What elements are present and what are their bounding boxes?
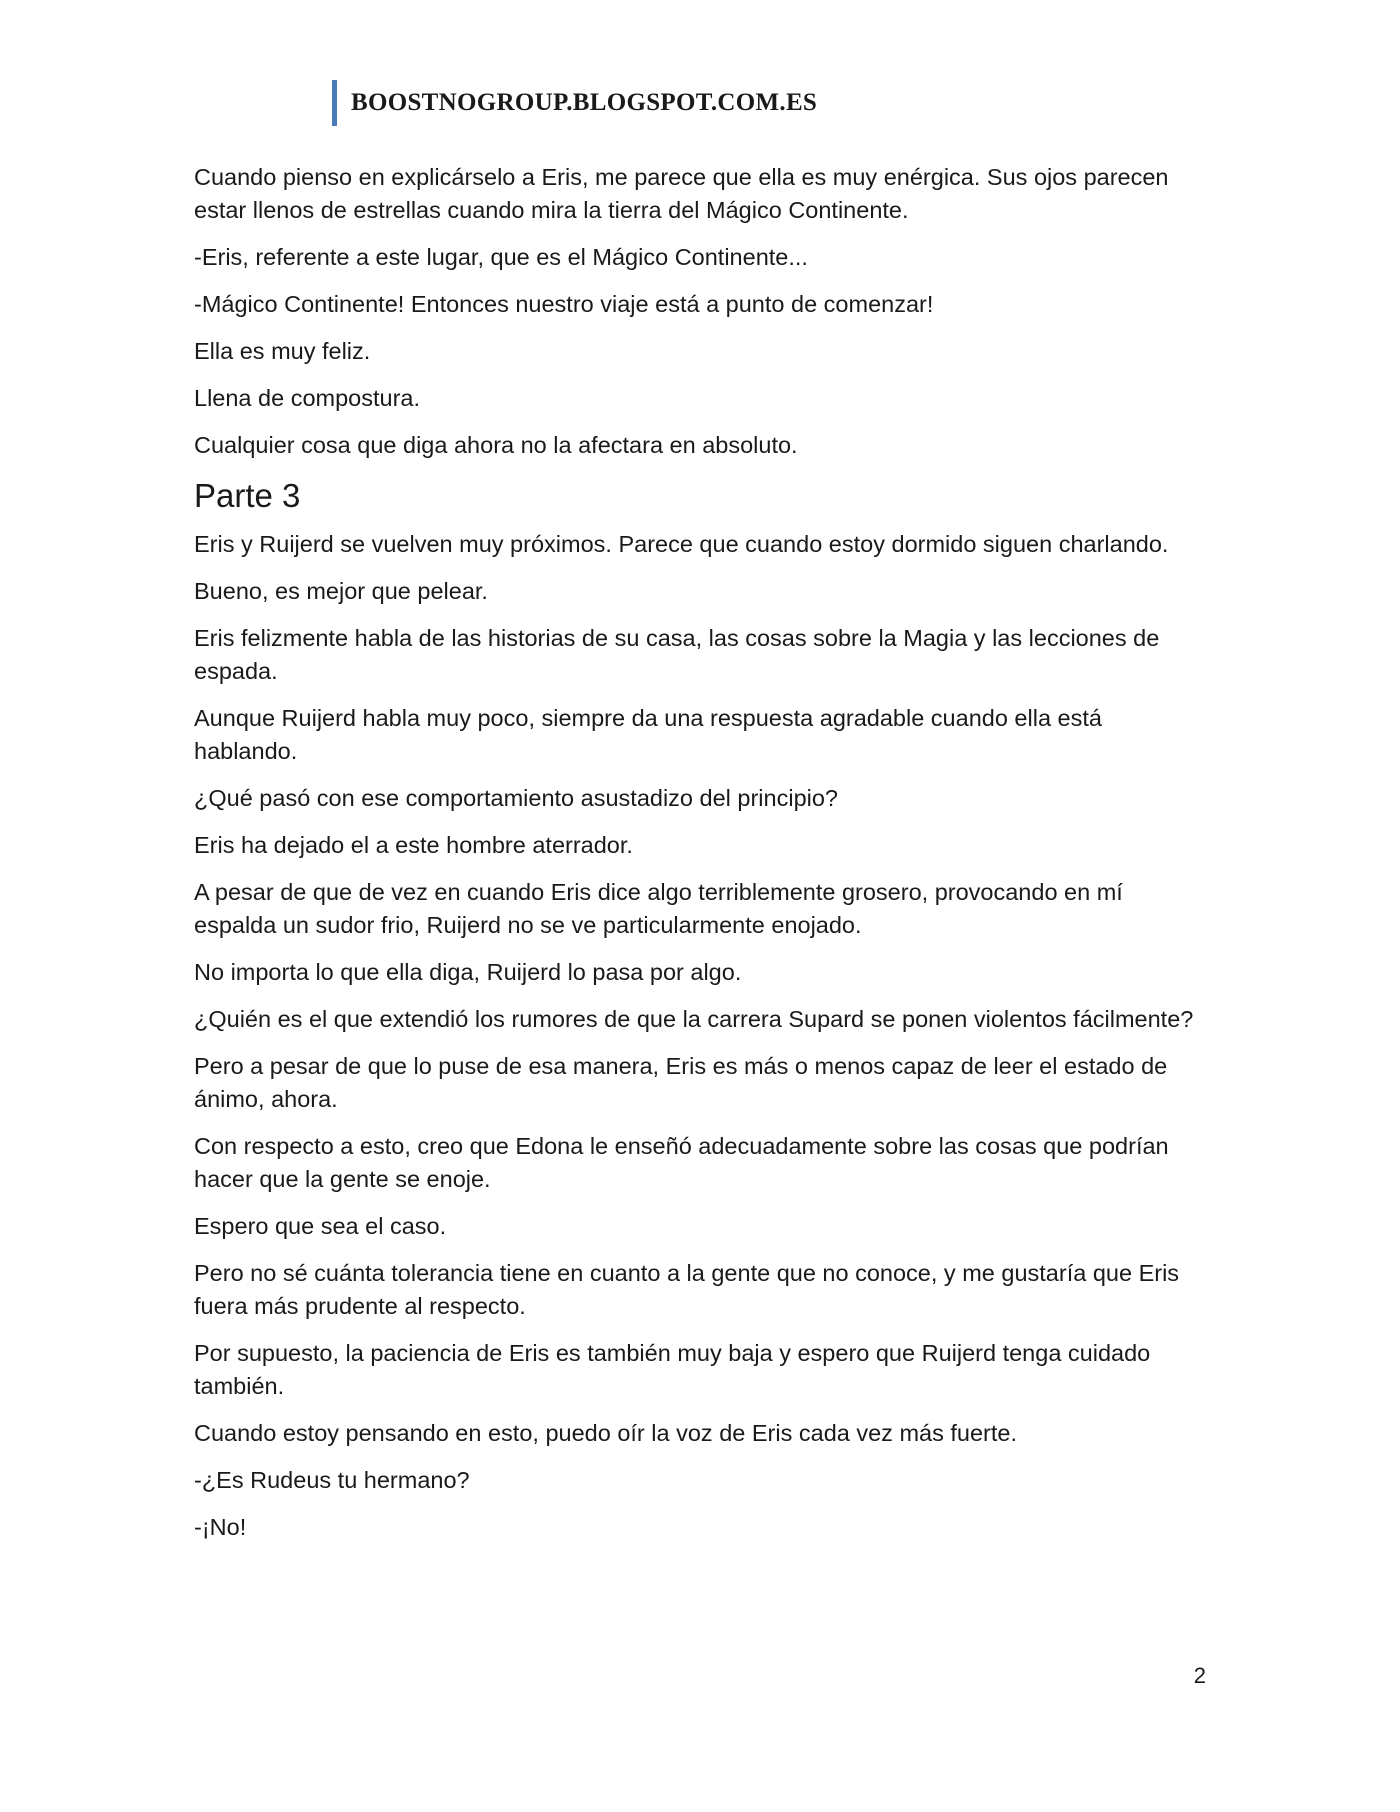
paragraph: Cuando pienso en explicárselo a Eris, me parece que ella es muy enérgica. Sus ojos parecen estar llenos de estrellas cuando mira la tierra del Mágico Continente.: [194, 164, 1169, 223]
paragraph: Bueno, es mejor que pelear.: [194, 578, 488, 604]
paragraph: Pero a pesar de que lo puse de esa manera, Eris es más o menos capaz de leer el estado de ánimo, ahora.: [194, 1053, 1168, 1112]
paragraph: No importa lo que ella diga, Ruijerd lo pasa por algo.: [194, 959, 742, 985]
paragraph: A pesar de que de vez en cuando Eris dice algo terriblemente grosero, provocando en mí espalda un sudor frio, Ruijerd no se ve particularmente enojado.: [194, 879, 1123, 938]
paragraph: -Mágico Continente! Entonces nuestro viaje está a punto de comenzar!: [194, 291, 934, 317]
paragraph: Eris felizmente habla de las historias de su casa, las cosas sobre la Magia y las lecciones de espada.: [194, 625, 1160, 684]
paragraph: Espero que sea el caso.: [194, 1213, 447, 1239]
paragraph: Eris y Ruijerd se vuelven muy próximos. Parece que cuando estoy dormido siguen charlando.: [194, 531, 1169, 557]
paragraph: Ella es muy feliz.: [194, 338, 371, 364]
paragraph: Cualquier cosa que diga ahora no la afectara en absoluto.: [194, 432, 798, 458]
paragraph: Pero no sé cuánta tolerancia tiene en cuanto a la gente que no conoce, y me gustaría que Eris fuera más prudente al respecto.: [194, 1260, 1180, 1319]
header-accent-bar: [332, 80, 337, 126]
paragraph: ¿Qué pasó con ese comportamiento asustadizo del principio?: [194, 785, 839, 811]
paragraph: -¡No!: [194, 1514, 247, 1540]
paragraph: Cuando estoy pensando en esto, puedo oír la voz de Eris cada vez más fuerte.: [194, 1420, 1018, 1446]
paragraph: Por supuesto, la paciencia de Eris es también muy baja y espero que Ruijerd tenga cuidado también.: [194, 1340, 1151, 1399]
section-heading: Parte 3: [194, 477, 301, 514]
paragraph: Eris ha dejado el a este hombre aterrador.: [194, 832, 633, 858]
paragraph: Aunque Ruijerd habla muy poco, siempre da una respuesta agradable cuando ella está hablando.: [194, 705, 1102, 764]
page-header: [332, 80, 817, 126]
paragraph: Con respecto a esto, creo que Edona le enseñó adecuadamente sobre las cosas que podrían hacer que la gente se enoje.: [194, 1133, 1169, 1192]
document-body: [194, 161, 1206, 1558]
paragraph: Llena de compostura.: [194, 385, 421, 411]
header-title: BOOSTNOGROUP.BLOGSPOT.COM.ES: [351, 89, 818, 116]
page-number: 2: [1193, 1663, 1206, 1688]
paragraph: -Eris, referente a este lugar, que es el Mágico Continente...: [194, 244, 808, 270]
paragraph: -¿Es Rudeus tu hermano?: [194, 1467, 470, 1493]
paragraph: ¿Quién es el que extendió los rumores de que la carrera Supard se ponen violentos fácilmente?: [194, 1006, 1194, 1032]
